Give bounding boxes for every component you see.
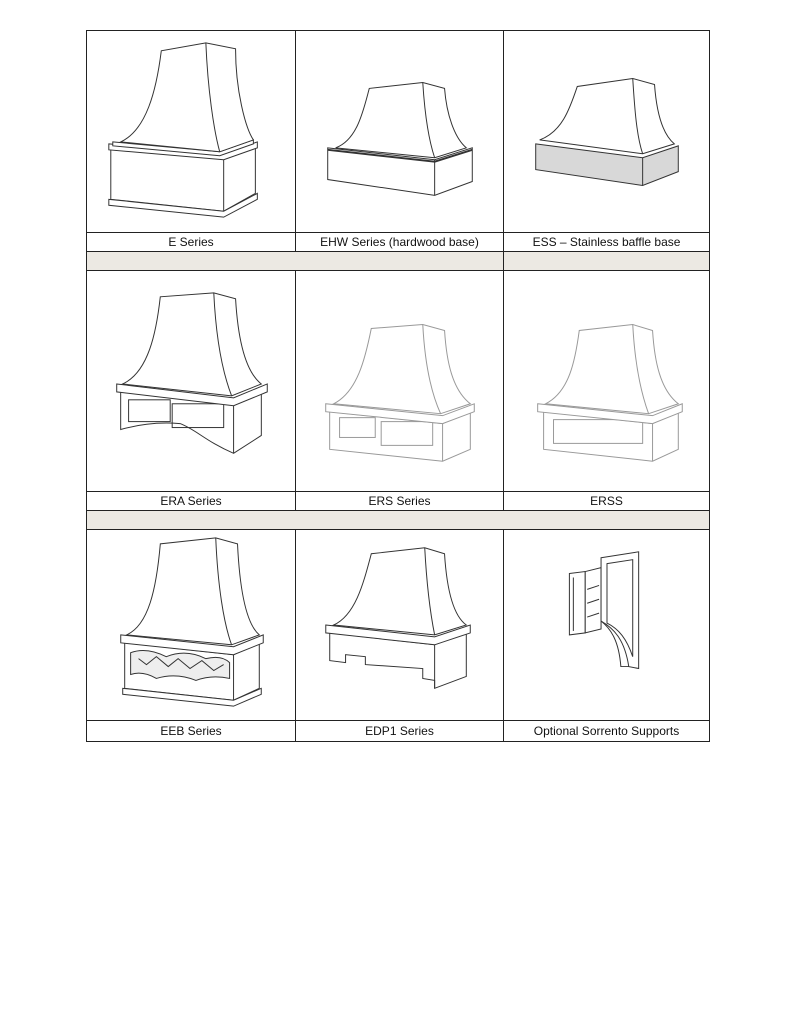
- range-hood-icon: [296, 530, 503, 720]
- range-hood-icon: [296, 31, 503, 232]
- caption-ers-series: ERS Series: [295, 491, 504, 511]
- e-series-drawing: [86, 30, 296, 233]
- era-series-drawing: [86, 270, 296, 492]
- row-separator: [503, 251, 710, 271]
- ehw-series-drawing: [295, 30, 504, 233]
- caption-era-series: ERA Series: [86, 491, 296, 511]
- eeb-series-drawing: [86, 529, 296, 721]
- corbel-support-icon: [504, 530, 709, 720]
- caption-ess: ESS – Stainless baffle base: [503, 232, 710, 252]
- product-grid: [86, 30, 710, 742]
- sorrento-supports-drawing: [503, 529, 710, 721]
- edp1-series-drawing: [295, 529, 504, 721]
- range-hood-icon: [87, 530, 295, 720]
- range-hood-icon: [296, 271, 503, 491]
- range-hood-icon: [504, 31, 709, 232]
- caption-sorrento-supports: Optional Sorrento Supports: [503, 720, 710, 742]
- row-separator: [86, 251, 504, 271]
- caption-e-series: E Series: [86, 232, 296, 252]
- ess-drawing: [503, 30, 710, 233]
- caption-erss: ERSS: [503, 491, 710, 511]
- range-hood-icon: [87, 31, 295, 232]
- row-separator: [86, 510, 710, 530]
- ers-series-drawing: [295, 270, 504, 492]
- erss-drawing: [503, 270, 710, 492]
- caption-ehw-series: EHW Series (hardwood base): [295, 232, 504, 252]
- range-hood-icon: [504, 271, 709, 491]
- caption-eeb-series: EEB Series: [86, 720, 296, 742]
- caption-edp1-series: EDP1 Series: [295, 720, 504, 742]
- range-hood-icon: [87, 271, 295, 491]
